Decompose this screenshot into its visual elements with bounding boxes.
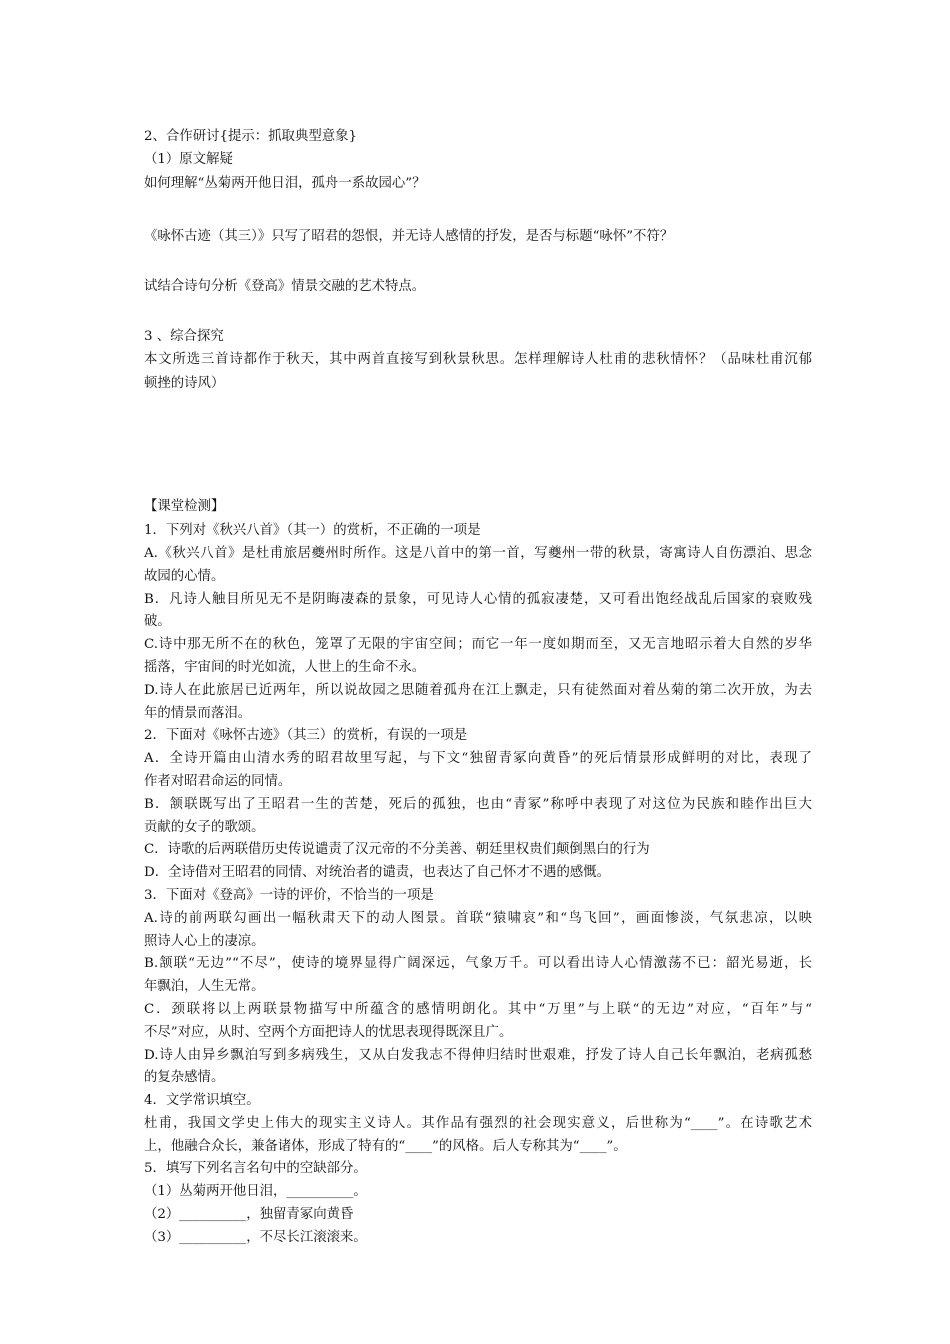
- fill-blank-line: （1）丛菊两开他日泪，__________。: [144, 1184, 367, 1199]
- option-line: 不尽”对应，从时、空两个方面把诗人的忧思表现得既深且广。: [144, 1025, 513, 1040]
- option-line: 年飘泊，人生无常。: [144, 979, 265, 994]
- paragraph-line: 顿挫的诗风）: [144, 376, 225, 391]
- option-line: 年的情景而落泪。: [144, 706, 252, 721]
- option-line: 故园的心情。: [144, 569, 225, 584]
- paragraph-line: 本文所选三首诗都作于秋天，其中两首直接写到秋景秋思。怎样理解诗人杜甫的悲秋情怀？（品味杜甫沉郁: [144, 352, 812, 367]
- option-line: C．诗歌的后两联借历史传说谴责了汉元帝的不分美善、朝廷里权贵们颠倒黑白的行为: [144, 842, 650, 857]
- question-line: 如何理解“丛菊两开他日泪，孤舟一系故园心”？: [144, 176, 426, 191]
- question-line: 试结合诗句分析《登高》情景交融的艺术特点。: [144, 279, 426, 294]
- fill-blank-line: （3）__________，不尽长江滚滚来。: [144, 1230, 367, 1245]
- section-heading-cooperation: 2、合作研讨{提示：抓取典型意象}: [144, 129, 358, 144]
- question-line: 《咏怀古迹（其三）》只写了昭君的怨恨，并无诗人感情的抒发，是否与标题“咏怀”不符？: [144, 229, 674, 244]
- question-stem: 1．下列对《秋兴八首》（其一）的赏析，不正确的一项是: [144, 523, 481, 538]
- question-stem: 4．文学常识填空。: [144, 1093, 260, 1108]
- question-stem: 2．下面对《咏怀古迹》（其三）的赏析，有误的一项是: [144, 728, 468, 743]
- option-line: B.颔联“无边”“不尽”，使诗的境界显得广阔深远，气象万千。可以看出诗人心情激荡不已：韶光易逝，长: [144, 956, 812, 971]
- question-stem: 3．下面对《登高》一诗的评价，不恰当的一项是: [144, 888, 434, 903]
- option-line: A.《秋兴八首》是杜甫旅居夔州时所作。这是八首中的第一首，写夔州一带的秋景，寄寓诗人自伤漂泊、思念: [144, 546, 812, 561]
- fill-blank-line: 上，他融合众长，兼备诸体，形成了特有的“____”的风格。后人专称其为“____”。: [144, 1139, 627, 1154]
- option-line: 贡献的女子的歌颂。: [144, 820, 265, 835]
- option-line: 照诗人心上的凄凉。: [144, 934, 265, 949]
- section-heading-inquiry: 3 、综合探究: [144, 329, 224, 344]
- question-stem: 5．填写下列名言名句中的空缺部分。: [144, 1161, 367, 1176]
- fill-blank-line: （2）__________，独留青冢向黄昏: [144, 1207, 354, 1222]
- option-line: 作者对昭君命运的同情。: [144, 774, 292, 789]
- option-line: D.诗人由异乡飘泊写到多病残生，又从白发我志不得伸归结时世艰难，抒发了诗人自己长年飘泊，老病孤愁: [144, 1048, 812, 1063]
- option-line: 摇落，宇宙间的时光如流，人世上的生命不永。: [144, 660, 426, 675]
- option-line: B．颔联既写出了王昭君一生的苦楚，死后的孤独，也由“青冢”称呼中表现了对这位为民族和睦作出巨大: [144, 797, 812, 812]
- option-line: 的复杂感情。: [144, 1070, 225, 1085]
- option-line: D.诗人在此旅居已近两年，所以说故园之思随着孤舟在江上飘走，只有徒然面对着丛菊的第二次开放，为去: [144, 683, 812, 698]
- fill-blank-line: 杜甫，我国文学史上伟大的现实主义诗人。其作品有强烈的社会现实意义，后世称为“____”。在诗歌艺术: [144, 1116, 812, 1131]
- option-line: C．颈联将以上两联景物描写中所蕴含的感情明朗化。其中“万里”与上联“的无边”对应，“百年”与“: [144, 1002, 812, 1017]
- option-line: C.诗中那无所不在的秋色，笼罩了无限的宇宙空间；而它一年一度如期而至，又无言地昭示着大自然的岁华: [144, 637, 812, 652]
- subheading-text-doubts: （1）原文解疑: [144, 152, 233, 167]
- option-line: B．凡诗人触目所见无不是阴晦凄森的景象，可见诗人心情的孤寂凄楚，又可看出饱经战乱后国家的衰败残: [144, 592, 812, 607]
- option-line: A.诗的前两联勾画出一幅秋肃天下的动人图景。首联“猿啸哀”和“鸟飞回”，画面惨淡，气氛悲凉，以映: [144, 911, 812, 926]
- option-line: A．全诗开篇由山清水秀的昭君故里写起，与下文“独留青冢向黄昏”的死后情景形成鲜明的对比，表现了: [144, 751, 812, 766]
- quiz-heading: 【课堂检测】: [144, 499, 225, 514]
- option-line: 破。: [144, 614, 171, 629]
- option-line: D．全诗借对王昭君的同情、对统治者的谴责，也表达了自己怀才不遇的感慨。: [144, 865, 611, 880]
